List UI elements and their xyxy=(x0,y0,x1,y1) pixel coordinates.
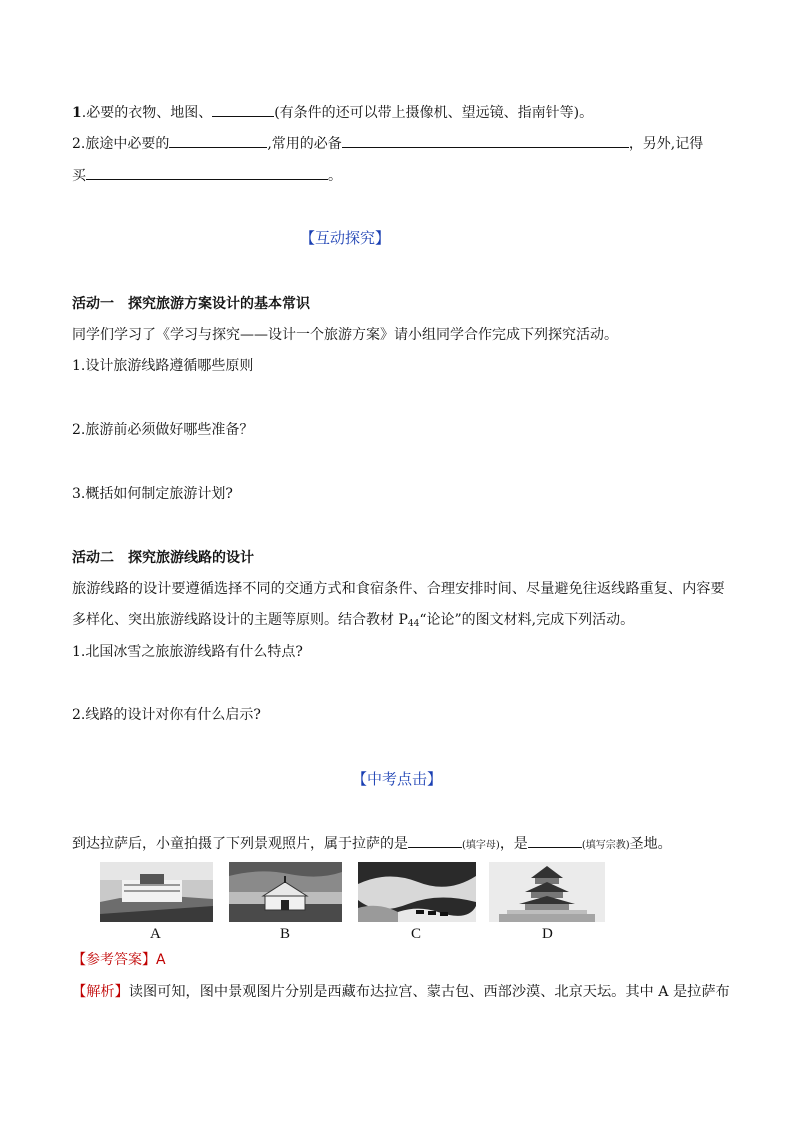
prep-q2-mid: ,常用的必备 xyxy=(267,136,342,152)
activity1-q1: 1.设计旅游线路遵循哪些原则 xyxy=(72,358,254,374)
prep-q2-post: ，另外,记得 xyxy=(628,136,704,152)
activity2-paragraph-line1: 旅游线路的设计要遵循选择不同的交通方式和食宿条件、合理安排时间、尽量避免往返线路重复、内容要 xyxy=(72,581,725,597)
exam-hint-letter: (填字母) xyxy=(462,840,500,851)
answer-value: A xyxy=(156,952,166,968)
activity1-intro: 同学们学习了《学习与探究——设计一个旅游方案》请小组同学合作完成下列探究活动。 xyxy=(72,327,618,343)
fill-blank[interactable] xyxy=(169,134,267,148)
exam-q-mid: ，是 xyxy=(499,836,528,852)
exam-hint-religion: (填写宗教) xyxy=(581,840,630,851)
section-heading-exam: 【中考点击】 xyxy=(352,770,443,788)
fill-blank[interactable] xyxy=(408,834,462,848)
fill-blank[interactable] xyxy=(86,166,328,180)
activity1-q2: 2.旅游前必须做好哪些准备？ xyxy=(72,422,254,438)
prep-q2-text: 2.旅途中必要的 xyxy=(72,136,170,152)
activity2-title: 活动二 探究旅游线路的设计 xyxy=(72,550,254,566)
exam-q-post: 圣地。 xyxy=(629,836,672,852)
activity2-q1: 1.北国冰雪之旅旅游线路有什么特点? xyxy=(72,644,303,660)
fill-blank[interactable] xyxy=(528,834,582,848)
photo-label-d: D xyxy=(542,926,553,942)
fill-blank[interactable] xyxy=(212,103,274,117)
activity2-q2: 2.线路的设计对你有什么启示? xyxy=(72,707,261,723)
fill-blank[interactable] xyxy=(342,134,629,148)
photo-potala-palace xyxy=(100,862,213,922)
exam-q-text: 到达拉萨后，小童拍摄了下列景观照片，属于拉萨的是 xyxy=(72,836,408,852)
activity2-p2-pre: 多样化、突出旅游线路设计的主题等原则。结合教材 P xyxy=(72,612,408,628)
photo-desert-camels xyxy=(358,862,476,922)
prep-question-2 xyxy=(72,134,703,153)
photo-label-c: C xyxy=(411,926,422,942)
prep-q2-line2-pre: 买 xyxy=(72,168,86,184)
prep-question-1 xyxy=(72,103,593,122)
activity2-p2-post: “论论”的图文材料,完成下列活动。 xyxy=(419,612,635,628)
photo-label-a: A xyxy=(150,926,161,942)
prep-question-2-cont xyxy=(72,166,342,185)
answer-label: 【参考答案】 xyxy=(72,952,156,968)
prep-q2-line2-post: 。 xyxy=(328,168,342,184)
prep-q1-number: 1 xyxy=(72,105,82,121)
activity2-paragraph-line2 xyxy=(72,611,634,633)
analysis-label: 【解析】 xyxy=(72,984,129,1000)
analysis-text: 读图可知，图中景观图片分别是西藏布达拉宫、蒙古包、西部沙漠、北京天坛。其中 A 是拉萨布 xyxy=(128,984,730,1000)
section-heading-interactive: 【互动探究】 xyxy=(300,229,391,247)
prep-q1-text: .必要的衣物、地图、 xyxy=(81,105,213,121)
page-subscript: 44 xyxy=(407,619,420,629)
analysis xyxy=(72,983,730,1001)
photo-temple-of-heaven xyxy=(489,862,605,922)
exam-question xyxy=(72,834,672,855)
activity1-q3: 3.概括如何制定旅游计划? xyxy=(72,486,233,502)
activity1-title: 活动一 探究旅游方案设计的基本常识 xyxy=(72,296,310,312)
prep-q1-note: (有条件的还可以带上摄像机、望远镜、指南针等)。 xyxy=(274,105,594,121)
photo-label-b: B xyxy=(280,926,291,942)
photo-mongolian-yurt xyxy=(229,862,342,922)
reference-answer xyxy=(72,951,166,969)
